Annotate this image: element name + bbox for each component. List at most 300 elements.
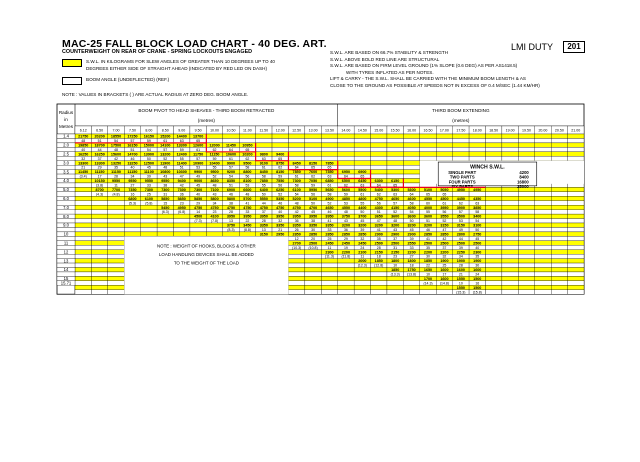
angle-value: 52	[212, 174, 217, 179]
angle-cell	[485, 219, 501, 223]
angle-value: 62	[376, 192, 381, 197]
angle-value: 53	[245, 183, 250, 188]
load-cell	[502, 152, 518, 156]
load-cell	[535, 223, 551, 227]
angle-cell	[485, 210, 501, 214]
angle-value: 11	[327, 245, 332, 250]
load-value: 3950	[292, 214, 301, 219]
load-value: 3950	[226, 214, 236, 219]
angle-value: 59	[179, 147, 184, 152]
angle-value: 64	[409, 192, 414, 197]
angle-value: 65	[311, 165, 316, 170]
load-cell	[568, 196, 584, 200]
load-cell	[485, 223, 501, 227]
load-cell	[75, 276, 91, 280]
angle-value: 62	[278, 165, 283, 170]
load-cell	[354, 152, 370, 156]
load-value: 7700	[111, 187, 121, 192]
angle-cell	[371, 156, 387, 160]
load-value: 7350	[325, 170, 334, 175]
angle-value: 58	[409, 201, 414, 206]
load-value: 11150	[209, 152, 220, 157]
radius-label: 8.0	[63, 213, 69, 219]
load-cell	[288, 285, 304, 289]
angle-cell	[206, 138, 222, 142]
note-line: CLOSE TO THE GROUND AS POSSIBLE AT SPEEDS NOT IN EXCESS OF 0.4 M/SEC (1.44 KM/HR)	[330, 82, 540, 88]
angle-cell	[190, 227, 206, 231]
radius-label: 9.0	[63, 222, 69, 228]
load-value: 3150	[259, 232, 268, 237]
angle-value: 42	[294, 210, 299, 215]
load-value: 4750	[292, 205, 301, 210]
angle-cell	[387, 281, 403, 285]
load-value: 3350	[325, 223, 334, 228]
angle-value: 27	[409, 254, 414, 259]
angle-value: 45	[196, 183, 201, 188]
angle-cell	[124, 210, 140, 214]
angle-cell	[338, 165, 354, 169]
load-value: 1550	[456, 285, 465, 290]
load-value: 5800	[226, 196, 236, 201]
load-cell	[551, 152, 567, 156]
angle-cell	[272, 147, 288, 151]
load-cell	[518, 223, 534, 227]
angle-value: 54	[114, 139, 119, 143]
load-value: 4350	[473, 196, 482, 201]
load-cell	[436, 134, 452, 138]
load-value: 3200	[423, 223, 433, 228]
hooks-note-line: LOAD HANDLING DEVICES SHALL BE ADDED	[158, 251, 254, 257]
angle-cell	[108, 227, 124, 231]
angle-value: 13	[229, 219, 233, 224]
angle-cell	[453, 192, 469, 196]
angle-value: 58	[245, 165, 250, 170]
angle-cell	[108, 236, 124, 240]
load-value: 11400	[176, 161, 187, 166]
load-value: 2700	[292, 241, 301, 246]
angle-value: 51	[426, 219, 430, 224]
angle-cell	[535, 263, 551, 267]
load-value: 2450	[358, 241, 367, 246]
angle-cell	[75, 245, 91, 249]
load-value: 2150	[374, 250, 383, 255]
angle-cell	[321, 147, 337, 151]
angle-cell	[371, 174, 387, 178]
load-cell	[485, 241, 501, 245]
angle-cell	[535, 192, 551, 196]
load-cell	[174, 214, 190, 218]
load-cell	[518, 152, 534, 156]
load-value: 9550	[111, 179, 121, 184]
load-cell	[338, 276, 354, 280]
angle-cell	[420, 290, 436, 294]
angle-cell	[338, 138, 354, 142]
angle-value: 57	[163, 147, 168, 152]
load-cell	[469, 143, 485, 147]
load-cell	[75, 179, 91, 183]
load-cell	[288, 268, 304, 272]
load-value: 5350	[276, 196, 285, 201]
angle-cell	[288, 147, 304, 151]
radius-label: 4.0	[63, 178, 69, 184]
angle-cell	[305, 272, 321, 276]
angle-value: 33	[327, 228, 332, 232]
angle-value: 50	[360, 210, 365, 215]
angle-value: 56	[376, 201, 381, 206]
angle-value: 36	[179, 192, 184, 197]
load-value: 4950	[177, 205, 186, 210]
load-value: 7300	[161, 187, 170, 192]
load-value: 3950	[259, 214, 268, 219]
angle-value: 30	[475, 263, 480, 268]
load-cell	[338, 259, 354, 263]
load-cell	[108, 276, 124, 280]
load-cell	[502, 143, 518, 147]
radius-label: 2.0	[63, 142, 69, 148]
winch-title: WINCH S.W.L.	[470, 164, 505, 171]
load-cell	[535, 241, 551, 245]
angle-cell	[338, 290, 354, 294]
load-cell	[174, 232, 190, 236]
angle-cell	[256, 138, 272, 142]
angle-cell	[502, 219, 518, 223]
angle-cell	[75, 192, 91, 196]
load-value: 2500	[423, 241, 433, 246]
load-value: 1600	[440, 276, 449, 281]
load-value: 6100	[292, 187, 301, 192]
angle-value: 25	[442, 263, 447, 268]
angle-cell	[91, 263, 107, 267]
angle-cell	[354, 281, 370, 285]
angle-value: 63	[393, 192, 398, 197]
angle-cell	[518, 281, 534, 285]
angle-cell	[518, 147, 534, 151]
angle-cell	[387, 174, 403, 178]
load-value: 3100	[473, 223, 482, 228]
chart-title: MAC-25 FALL BLOCK LOAD CHART - 40 DEG. ART.	[62, 38, 327, 50]
angle-value: 61	[163, 139, 168, 143]
angle-cell	[568, 227, 584, 231]
load-cell	[502, 241, 518, 245]
angle-cell	[75, 210, 91, 214]
load-cell	[403, 143, 419, 147]
load-cell	[551, 134, 567, 138]
angle-value: 40	[278, 210, 283, 215]
load-value: 6950	[341, 170, 351, 175]
load-cell	[371, 134, 387, 138]
load-cell	[485, 285, 501, 289]
load-cell	[75, 250, 91, 254]
angle-cell	[91, 236, 107, 240]
load-value: 1500	[473, 285, 482, 290]
load-cell	[305, 143, 321, 147]
load-cell	[305, 250, 321, 254]
angle-cell	[288, 290, 304, 294]
angle-cell	[354, 147, 370, 151]
load-value: 9500	[243, 161, 252, 166]
angle-value: 28	[376, 245, 381, 250]
angle-value: 59	[212, 156, 217, 161]
radius-label: 7.0	[63, 204, 69, 210]
angle-cell	[305, 281, 321, 285]
angle-value: (11.3)	[325, 254, 334, 259]
angle-value: 16	[475, 281, 480, 286]
angle-value: 53	[343, 201, 348, 206]
load-cell	[502, 196, 518, 200]
angle-value: 33	[245, 210, 250, 215]
load-value: 15000	[143, 143, 155, 148]
load-cell	[453, 143, 469, 147]
angle-value: 65	[278, 156, 283, 161]
angle-cell	[354, 290, 370, 294]
angle-value: 57	[196, 156, 201, 161]
load-value: 2900	[407, 232, 416, 237]
angle-value: 53	[196, 165, 201, 170]
angle-value: 57	[130, 139, 135, 143]
angle-value: 62	[212, 147, 217, 152]
note-line: S.W.L. ARE BASED ON 66.7% STABILITY & STRENGTH	[330, 50, 449, 55]
angle-value: 41	[327, 219, 332, 224]
load-cell	[485, 232, 501, 236]
radius-label: 14	[63, 267, 69, 273]
load-cell	[568, 250, 584, 254]
angle-cell	[387, 165, 403, 169]
load-cell	[535, 134, 551, 138]
load-cell	[518, 196, 534, 200]
load-value: 10300	[176, 170, 187, 175]
load-value: 3350	[308, 223, 318, 228]
angle-cell	[551, 254, 567, 258]
load-cell	[568, 214, 584, 218]
load-cell	[485, 205, 501, 209]
angle-value: 43	[163, 174, 168, 179]
angle-value: 11	[360, 254, 365, 259]
angle-value: (15.3)	[456, 290, 466, 295]
load-value: 9900	[194, 170, 203, 175]
legend-yellow-line1: S.W.L. IN KILOGRAMS FOR SLEW ANGLES OF GREATER THAN 10 DEGREES UP TO 40	[86, 59, 275, 64]
load-value: 9550	[161, 179, 170, 184]
load-cell	[436, 285, 452, 289]
angle-cell	[354, 272, 370, 276]
winch-row-label: FOUR PARTS	[448, 179, 476, 185]
angle-value: 52	[327, 201, 332, 206]
load-cell	[387, 285, 403, 289]
load-cell	[256, 143, 272, 147]
angle-value: 56	[245, 174, 250, 179]
angle-cell	[568, 219, 584, 223]
angle-cell	[551, 272, 567, 276]
boom-length-label: 6.12	[79, 128, 87, 133]
angle-value: (7.3)	[194, 219, 202, 224]
load-cell	[206, 232, 222, 236]
angle-value: 64	[376, 183, 381, 188]
load-value: 5050	[440, 187, 449, 192]
angle-value: 37	[442, 245, 447, 250]
load-cell	[403, 134, 419, 138]
angle-cell	[141, 219, 157, 223]
load-cell	[535, 143, 551, 147]
load-value: 2800	[456, 232, 465, 237]
load-cell	[75, 268, 91, 272]
load-cell	[403, 170, 419, 174]
angle-cell	[371, 165, 387, 169]
angle-cell	[568, 210, 584, 214]
load-value: 10800	[160, 170, 171, 175]
load-cell	[387, 143, 403, 147]
boom-length-label: 12.50	[292, 128, 302, 133]
load-cell	[551, 250, 567, 254]
load-value: 7300	[194, 187, 203, 192]
load-value: 12000	[209, 143, 220, 148]
angle-cell	[403, 147, 419, 151]
boom-length-label: 13.00	[308, 128, 318, 133]
load-cell	[91, 250, 107, 254]
load-value: 2850	[440, 232, 449, 237]
boom-length-label: 13.50	[325, 128, 334, 133]
angle-value: 17	[442, 272, 447, 277]
angle-cell	[568, 263, 584, 267]
load-value: 3450	[243, 223, 252, 228]
angle-cell	[535, 147, 551, 151]
angle-value: (4.8)	[112, 192, 120, 197]
radius-label: 15	[63, 276, 69, 282]
load-value: 4750	[276, 205, 285, 210]
load-cell	[551, 205, 567, 209]
angle-cell	[321, 272, 337, 276]
angle-value: 44	[261, 201, 266, 206]
load-value: 2000	[358, 259, 367, 264]
load-value: 16150	[143, 134, 155, 139]
load-cell	[305, 259, 321, 263]
angle-cell	[502, 147, 518, 151]
load-value: 6300	[374, 179, 383, 184]
load-cell	[551, 187, 567, 191]
angle-cell	[157, 219, 173, 223]
load-value: 2850	[358, 232, 367, 237]
load-cell	[535, 205, 551, 209]
angle-value: 28	[114, 174, 119, 179]
load-value: 1550	[456, 276, 465, 281]
angle-value: 44	[97, 147, 102, 152]
load-value: 15600	[110, 152, 122, 157]
angle-cell	[354, 156, 370, 160]
load-cell	[535, 232, 551, 236]
angle-cell	[420, 147, 436, 151]
boom-length-label: 18.50	[489, 128, 499, 133]
load-value: 9200	[226, 170, 236, 175]
load-value: 13900	[143, 152, 155, 157]
load-cell	[338, 268, 354, 272]
load-value: 7300	[177, 187, 186, 192]
angle-cell	[387, 156, 403, 160]
angle-cell	[321, 156, 337, 160]
load-cell	[91, 241, 107, 245]
angle-value: (8.3)	[227, 228, 235, 232]
load-value: 10150	[94, 179, 105, 184]
load-cell	[485, 143, 501, 147]
angle-value: 48	[245, 192, 250, 197]
load-cell	[535, 187, 551, 191]
angle-cell	[568, 245, 584, 249]
load-value: 3950	[325, 214, 334, 219]
angle-cell	[321, 263, 337, 267]
angle-value: 51	[229, 183, 233, 188]
angle-cell	[108, 263, 124, 267]
load-cell	[403, 179, 419, 183]
angle-cell	[502, 290, 518, 294]
angle-value: (10.8)	[308, 245, 318, 250]
boom-length-label: 17.50	[456, 128, 466, 133]
angle-value: 45	[146, 165, 151, 170]
load-cell	[535, 276, 551, 280]
angle-cell	[75, 272, 91, 276]
load-cell	[568, 259, 584, 263]
load-cell	[108, 223, 124, 227]
load-cell	[206, 223, 222, 227]
load-value: 11900	[160, 161, 171, 166]
load-value: 1800	[407, 259, 416, 264]
load-value: 13250	[127, 161, 138, 166]
angle-cell	[239, 138, 255, 142]
angle-cell	[518, 156, 534, 160]
load-cell	[338, 285, 354, 289]
load-value: 16250	[94, 152, 105, 157]
angle-cell	[518, 201, 534, 205]
load-cell	[485, 152, 501, 156]
winch-row-label: SIX PARTS	[451, 184, 474, 190]
load-cell	[518, 241, 534, 245]
load-cell	[485, 268, 501, 272]
load-value: 9550	[144, 179, 153, 184]
load-value: 10600	[225, 152, 237, 157]
load-value: 5550	[259, 196, 268, 201]
load-cell	[108, 214, 124, 218]
angle-value: 37	[393, 236, 398, 241]
angle-cell	[403, 174, 419, 178]
angle-cell	[91, 227, 107, 231]
load-value: 3200	[374, 223, 383, 228]
load-cell	[371, 152, 387, 156]
angle-cell	[518, 236, 534, 240]
angle-value: 41	[426, 236, 430, 241]
load-cell	[108, 196, 124, 200]
angle-value: 47	[442, 228, 447, 232]
angle-cell	[502, 201, 518, 205]
load-cell	[453, 134, 469, 138]
load-cell	[535, 196, 551, 200]
load-cell	[108, 241, 124, 245]
angle-value: 48	[343, 210, 348, 215]
angle-value: 23	[212, 210, 217, 215]
angle-value: 54	[475, 219, 480, 224]
load-value: 1600	[440, 268, 449, 273]
load-cell	[288, 259, 304, 263]
angle-value: (4.3)	[96, 192, 104, 197]
load-value: 2450	[325, 241, 334, 246]
load-value: 2450	[341, 241, 351, 246]
angle-cell	[568, 281, 584, 285]
angle-value: 39	[409, 236, 414, 241]
angle-cell	[518, 138, 534, 142]
load-cell	[305, 134, 321, 138]
angle-cell	[551, 245, 567, 249]
angle-cell	[436, 147, 452, 151]
angle-cell	[305, 156, 321, 160]
angle-value: 57	[229, 165, 233, 170]
angle-cell	[174, 219, 190, 223]
load-value: 3150	[456, 223, 465, 228]
angle-cell	[272, 138, 288, 142]
